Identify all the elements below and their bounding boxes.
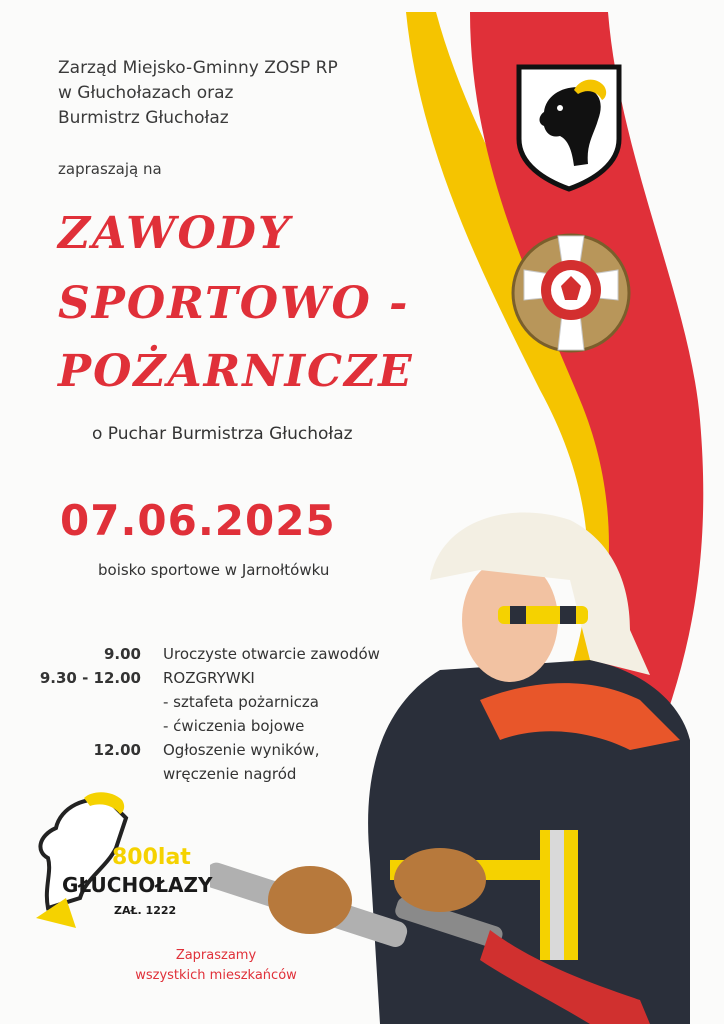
invite-text: zapraszają na	[58, 160, 162, 178]
organizer-line: Burmistrz Głuchołaz	[58, 108, 229, 128]
schedule-row	[20, 642, 380, 666]
organizer-line: Zarząd Miejsko-Gminny ZOSP RP	[58, 58, 338, 78]
footer-line: wszystkich mieszkańców	[135, 968, 297, 983]
footer-invitation	[96, 946, 336, 986]
logo-town: GŁUCHOŁAZY	[62, 873, 213, 897]
schedule-desc: Ogłoszenie wyników,	[163, 741, 320, 759]
organizers	[58, 56, 378, 131]
schedule-row	[20, 666, 380, 690]
schedule-row	[20, 690, 380, 714]
schedule-time	[20, 690, 163, 714]
schedule-desc: - ćwiczenia bojowe	[163, 717, 305, 735]
venue: boisko sportowe w Jarnołtówku	[98, 561, 330, 579]
subtitle: o Puchar Burmistrza Głuchołaz	[92, 424, 353, 444]
schedule-time: 12.00	[93, 741, 141, 759]
logo-founded: ZAŁ. 1222	[114, 904, 177, 917]
schedule-time	[20, 762, 163, 786]
schedule-desc: wręczenie nagród	[163, 765, 297, 783]
title-line-2: SPORTOWO -	[58, 278, 410, 329]
schedule-row	[20, 762, 380, 786]
coat-of-arms-icon	[516, 64, 622, 192]
title-line-3: POŻARNICZE	[58, 346, 414, 397]
schedule-time	[20, 714, 163, 738]
schedule	[20, 642, 380, 786]
footer-line: Zapraszamy	[175, 948, 257, 963]
title-line-1: ZAWODY	[58, 208, 292, 259]
schedule-row	[20, 714, 380, 738]
ozsp-badge-icon	[508, 230, 634, 356]
schedule-time: 9.30 - 12.00	[39, 669, 141, 687]
schedule-desc: ROZGRYWKI	[163, 669, 255, 687]
schedule-time: 9.00	[103, 645, 141, 663]
schedule-row	[20, 738, 380, 762]
schedule-desc: Uroczyste otwarcie zawodów	[163, 645, 380, 663]
gluchołazy-logo-icon	[26, 788, 226, 932]
schedule-desc: - sztafeta pożarnicza	[163, 693, 319, 711]
logo-anniversary: 800lat	[112, 845, 191, 870]
event-date: 07.06.2025	[60, 496, 336, 545]
organizer-line: w Głuchołazach oraz	[58, 83, 234, 103]
